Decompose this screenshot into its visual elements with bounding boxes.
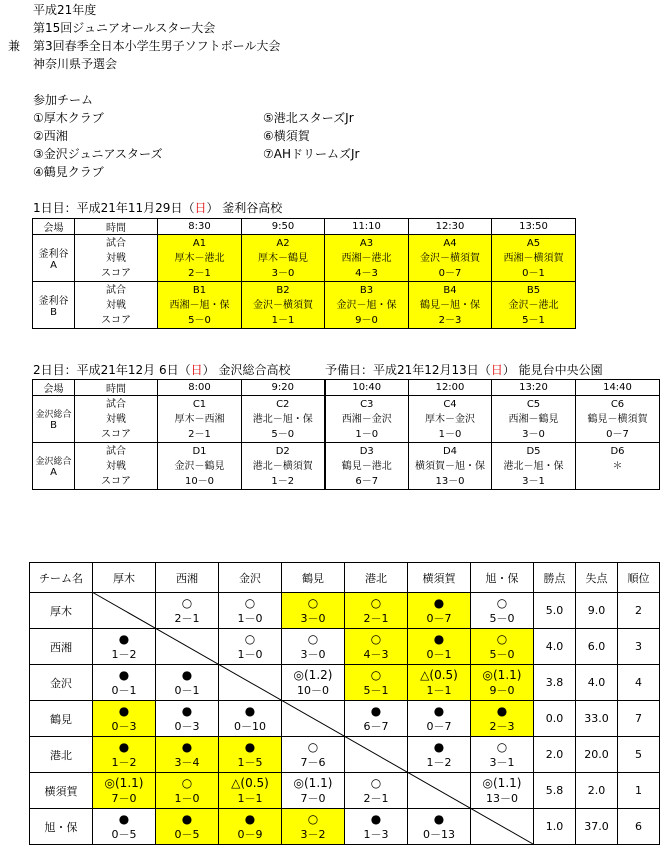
- team-item: ②西湘: [33, 129, 68, 143]
- result-mark: ●: [181, 703, 193, 718]
- result-mark: △(0.5): [231, 775, 269, 790]
- team-name: 鶴見: [30, 701, 93, 737]
- game-id: B5: [526, 284, 541, 296]
- result-mark: ○: [307, 811, 319, 826]
- day1-schedule-table: [32, 218, 576, 329]
- team-item: ⑥横須賀: [263, 129, 310, 143]
- game-id: A3: [359, 237, 374, 249]
- game-id: B4: [443, 284, 457, 296]
- result-mark: ○: [307, 595, 319, 610]
- game-cell: [242, 396, 325, 443]
- row-label: 対戦: [106, 252, 126, 264]
- reserve-day-venue: ） 能見台中央公園: [502, 363, 603, 377]
- game-cell: [158, 443, 242, 490]
- runs-allowed: 9.0: [576, 593, 618, 629]
- col-venue-header: 会場: [33, 380, 75, 396]
- game-score: 5－1: [522, 314, 545, 326]
- game-score: 5－0: [271, 428, 295, 440]
- game-score: 1－0: [355, 428, 379, 440]
- team-name: 西湘: [30, 629, 93, 665]
- standings-header-cell: 西湘: [156, 563, 219, 593]
- result-mark: ●: [244, 703, 256, 718]
- row-label: 試合: [106, 237, 126, 249]
- result-mark: ◎(1.1): [293, 775, 333, 790]
- time-slot: 13:20: [492, 380, 576, 396]
- time-slot: 12:00: [409, 380, 492, 396]
- result-mark: ○: [307, 631, 319, 646]
- time-slot: 12:30: [409, 219, 492, 235]
- game-score: 1－1: [271, 314, 295, 326]
- game-score: 6－7: [355, 475, 379, 487]
- result-score: 5－0: [489, 647, 515, 661]
- result-score: 5－0: [489, 611, 515, 625]
- game-cell: [158, 282, 242, 329]
- game-id: D5: [526, 445, 541, 457]
- game-id: B3: [359, 284, 374, 296]
- standings-header-cell: 鶴見: [282, 563, 345, 593]
- game-cell: [158, 396, 242, 443]
- points: 5.0: [534, 593, 576, 629]
- venue-name-line: 金沢総合: [35, 457, 72, 467]
- result-score: 0－3: [111, 719, 137, 733]
- result-score: 1－1: [426, 683, 452, 697]
- game-id: D2: [275, 445, 290, 457]
- result-score: 0－13: [423, 827, 455, 841]
- game-cell: [242, 235, 325, 282]
- game-score: 0－1: [522, 267, 545, 279]
- result-mark: ●: [118, 667, 130, 682]
- result-score: 3－1: [489, 755, 515, 769]
- game-score: 2－1: [188, 428, 211, 440]
- standings-header-cell: チーム名: [30, 563, 93, 593]
- result-score: 6－7: [363, 719, 389, 733]
- row-label: 対戦: [106, 299, 126, 311]
- game-match: 金沢－旭・保: [336, 299, 397, 311]
- result-score: 0－1: [111, 683, 137, 697]
- team-item: ③金沢ジュニアスターズ: [33, 147, 163, 161]
- row-label: 試合: [106, 398, 126, 410]
- team-name: 横須賀: [30, 773, 93, 809]
- game-match: 厚木－金沢: [425, 413, 475, 425]
- standings-header-cell: 横須賀: [408, 563, 471, 593]
- game-cell: [325, 282, 409, 329]
- game-match: 金沢－横須賀: [253, 299, 313, 311]
- result-mark: ○: [244, 595, 256, 610]
- title-ken: 兼: [8, 39, 21, 53]
- game-cell: [325, 396, 409, 443]
- game-id: B2: [276, 284, 290, 296]
- game-score: 0－7: [606, 428, 629, 440]
- runs-allowed: 37.0: [576, 809, 618, 845]
- game-match: 西湘－鶴見: [508, 413, 559, 425]
- row-labels: [75, 282, 158, 329]
- result-score: 13－0: [486, 791, 518, 805]
- team-item: ①厚木クラブ: [33, 111, 104, 125]
- game-id: A4: [443, 237, 457, 249]
- team-name: 旭・保: [30, 809, 93, 845]
- time-slot: 9:50: [242, 219, 325, 235]
- game-score: 4－3: [355, 267, 378, 279]
- result-mark: ●: [433, 811, 445, 826]
- team-item: ⑤港北スターズJr: [263, 111, 354, 125]
- reserve-day-sunday: 日: [490, 363, 503, 377]
- game-match: 金沢－港北: [508, 299, 559, 311]
- time-slot: 11:10: [325, 219, 409, 235]
- venue-name: [33, 235, 75, 282]
- game-match: 港北－横須賀: [252, 460, 313, 472]
- result-score: 1－2: [111, 755, 137, 769]
- team-item: ④鶴見クラブ: [33, 165, 104, 179]
- venue-court: A: [50, 260, 57, 271]
- result-mark: ○: [370, 631, 382, 646]
- result-score: 10－0: [297, 683, 329, 697]
- game-score: 1－2: [271, 475, 295, 487]
- game-id: C1: [192, 398, 207, 410]
- result-score: 0－1: [174, 683, 200, 697]
- result-score: 3－0: [300, 611, 326, 625]
- game-score: 5－0: [188, 314, 211, 326]
- game-score: 2－1: [188, 267, 211, 279]
- col-time-header: 時間: [75, 219, 158, 235]
- day1-title-text: 1日目：平成21年11月29日（: [33, 201, 195, 215]
- result-mark: ◎(1.1): [104, 775, 144, 790]
- result-score: 0－5: [111, 827, 137, 841]
- col-time-header: 時間: [75, 380, 158, 396]
- title-tournament: 第15回ジュニアオールスター大会: [33, 21, 216, 35]
- points: 0.0: [534, 701, 576, 737]
- team-name: 港北: [30, 737, 93, 773]
- row-label: スコア: [101, 314, 131, 326]
- result-score: 1－2: [111, 647, 137, 661]
- standings-header-cell: 金沢: [219, 563, 282, 593]
- result-mark: ●: [433, 595, 445, 610]
- result-score: 1－3: [363, 827, 389, 841]
- points: 2.0: [534, 737, 576, 773]
- result-score: 1－0: [174, 791, 200, 805]
- game-cell: [492, 396, 576, 443]
- points: 4.0: [534, 629, 576, 665]
- result-mark: ●: [118, 703, 130, 718]
- result-mark: ●: [433, 739, 445, 754]
- result-score: 0－7: [426, 611, 452, 625]
- runs-allowed: 33.0: [576, 701, 618, 737]
- venue-name-line: 釜利谷: [38, 249, 69, 260]
- result-mark: ◎(1.2): [293, 667, 333, 682]
- diagonal-line: [29, 562, 659, 844]
- result-score: 7－0: [300, 791, 326, 805]
- result-mark: ○: [370, 775, 382, 790]
- result-mark: ○: [370, 667, 382, 682]
- result-mark: ○: [181, 595, 193, 610]
- title-tournament-2: 第3回春季全日本小学生男子ソフトボール大会: [33, 39, 281, 53]
- game-score: 0－7: [438, 267, 462, 279]
- game-id: C4: [443, 398, 457, 410]
- result-score: 3－0: [300, 647, 326, 661]
- game-id: C5: [526, 398, 541, 410]
- result-score: 7－0: [111, 791, 137, 805]
- time-slot: 8:30: [158, 219, 242, 235]
- result-mark: ◎(1.1): [482, 667, 522, 682]
- game-cell: [409, 282, 492, 329]
- runs-allowed: 6.0: [576, 629, 618, 665]
- result-mark: ●: [118, 631, 130, 646]
- standings-wrapper: [29, 562, 659, 844]
- result-score: 0－7: [426, 719, 452, 733]
- game-cell: [576, 396, 660, 443]
- game-id: A2: [276, 237, 290, 249]
- rank: 6: [618, 809, 660, 845]
- result-mark: ◎(1.1): [482, 775, 522, 790]
- standings-header-cell: 厚木: [93, 563, 156, 593]
- standings-header-cell: 勝点: [534, 563, 576, 593]
- result-mark: ●: [181, 811, 193, 826]
- runs-allowed: 2.0: [576, 773, 618, 809]
- rank: 7: [618, 701, 660, 737]
- result-score: 2－3: [489, 719, 515, 733]
- game-cell: [409, 396, 492, 443]
- game-id: D6: [610, 445, 625, 457]
- result-mark: △(0.5): [420, 667, 458, 682]
- result-mark: ○: [496, 595, 508, 610]
- rank: 1: [618, 773, 660, 809]
- venue-court: B: [50, 307, 57, 318]
- result-score: 2－1: [363, 611, 389, 625]
- team-item: ⑦AHドリームズJr: [263, 147, 360, 161]
- venue-name: [33, 443, 75, 490]
- result-score: 1－5: [237, 755, 263, 769]
- result-mark: ●: [433, 703, 445, 718]
- day1-title-venue: ） 釜利谷高校: [206, 201, 283, 215]
- game-match: ＊: [612, 460, 623, 472]
- day2-title-text: 2日目：平成21年12月 6日（: [33, 363, 191, 377]
- result-mark: ●: [433, 631, 445, 646]
- teams-title: 参加チーム: [33, 93, 94, 107]
- result-mark: ○: [307, 739, 319, 754]
- runs-allowed: 4.0: [576, 665, 618, 701]
- time-slot: 14:40: [576, 380, 660, 396]
- game-cell: [576, 443, 660, 490]
- row-labels: [75, 235, 158, 282]
- result-score: 1－1: [237, 791, 263, 805]
- standings-header-cell: 旭・保: [471, 563, 534, 593]
- game-cell: [492, 235, 576, 282]
- result-score: 3－4: [174, 755, 200, 769]
- game-id: A1: [192, 237, 207, 249]
- game-score: 3－0: [522, 428, 545, 440]
- game-id: A5: [526, 237, 541, 249]
- result-score: 4－3: [363, 647, 389, 661]
- game-id: C2: [276, 398, 290, 410]
- game-score: 1－0: [438, 428, 462, 440]
- title-year: 平成21年度: [33, 3, 97, 17]
- game-id: C6: [610, 398, 625, 410]
- points: 5.8: [534, 773, 576, 809]
- game-match: 金沢－横須賀: [420, 252, 480, 264]
- game-match: 鶴見－港北: [341, 460, 392, 472]
- time-slot: 9:20: [242, 380, 325, 396]
- game-score: 2－3: [438, 314, 462, 326]
- team-name: 金沢: [30, 665, 93, 701]
- game-score: 3－0: [271, 267, 295, 279]
- game-score: 9－0: [355, 314, 378, 326]
- result-mark: ●: [370, 703, 382, 718]
- result-score: 1－2: [426, 755, 452, 769]
- col-venue-header: 会場: [33, 219, 75, 235]
- day2-schedule-table: [32, 379, 660, 490]
- result-score: 2－1: [363, 791, 389, 805]
- row-label: スコア: [101, 475, 131, 487]
- game-match: 金沢－鶴見: [174, 460, 225, 472]
- row-label: 試合: [106, 445, 126, 457]
- game-match: 西湘－横須賀: [503, 252, 564, 264]
- result-score: 1－0: [237, 647, 263, 661]
- game-match: 港北－旭・保: [252, 413, 313, 425]
- game-score: 10－0: [184, 475, 215, 487]
- game-cell: [325, 443, 409, 490]
- row-label: 対戦: [106, 460, 126, 472]
- game-match: 横須賀－旭・保: [415, 460, 485, 472]
- result-mark: ●: [181, 667, 193, 682]
- result-mark: ○: [496, 739, 508, 754]
- game-score: [576, 474, 659, 489]
- venue-name-line: 釜利谷: [38, 296, 69, 307]
- reserve-day: [325, 362, 603, 379]
- points: 1.0: [534, 809, 576, 845]
- row-label: 対戦: [106, 413, 126, 425]
- game-match: 西湘－金沢: [341, 413, 392, 425]
- rank: 5: [618, 737, 660, 773]
- reserve-day-text: 予備日：平成21年12月13日（: [325, 363, 491, 377]
- venue-court: B: [50, 420, 57, 431]
- game-score: 3－1: [522, 475, 545, 487]
- row-label: 試合: [106, 284, 126, 296]
- result-score: 2－1: [174, 611, 200, 625]
- title-prefecture: 神奈川県予選会: [33, 57, 118, 71]
- rank: 3: [618, 629, 660, 665]
- game-match: 鶴見－横須賀: [587, 413, 648, 425]
- result-score: 5－1: [363, 683, 389, 697]
- result-score: 0－1: [426, 647, 452, 661]
- game-match: 厚木－西湘: [174, 413, 225, 425]
- game-id: B1: [192, 284, 207, 296]
- result-mark: ●: [370, 811, 382, 826]
- venue-name: [33, 396, 75, 443]
- result-score: 7－6: [300, 755, 326, 769]
- team-name: 厚木: [30, 593, 93, 629]
- game-cell: [409, 443, 492, 490]
- time-slot: 13:50: [492, 219, 576, 235]
- result-mark: ●: [181, 739, 193, 754]
- venue-court: A: [50, 467, 57, 478]
- result-mark: ●: [118, 811, 130, 826]
- day2-title: [33, 362, 290, 379]
- game-match: 港北－旭・保: [503, 460, 564, 472]
- game-id: D4: [442, 445, 458, 457]
- result-score: 0－10: [234, 719, 266, 733]
- standings-header-cell: 順位: [618, 563, 660, 593]
- day2-title-venue: ） 金沢総合高校: [202, 363, 291, 377]
- day1-title: [33, 200, 282, 217]
- game-match: 厚木－鶴見: [258, 252, 308, 264]
- game-cell: [325, 235, 409, 282]
- points: 3.8: [534, 665, 576, 701]
- result-score: 3－2: [300, 827, 326, 841]
- result-mark: ○: [370, 595, 382, 610]
- rank: 2: [618, 593, 660, 629]
- result-mark: ○: [181, 775, 193, 790]
- result-mark: ●: [244, 811, 256, 826]
- row-labels: [75, 396, 158, 443]
- result-score: 0－9: [237, 827, 263, 841]
- time-slot: 10:40: [325, 380, 409, 396]
- venue-name-line: 金沢総合: [35, 410, 72, 420]
- game-cell: [242, 443, 325, 490]
- day2-title-sunday: 日: [190, 363, 203, 377]
- game-id: D3: [359, 445, 374, 457]
- result-mark: ●: [118, 739, 130, 754]
- venue-name: [33, 282, 75, 329]
- game-match: 厚木－港北: [174, 252, 225, 264]
- standings-header-cell: 港北: [345, 563, 408, 593]
- result-mark: ●: [244, 739, 256, 754]
- row-label: スコア: [101, 428, 131, 440]
- result-mark: ○: [244, 631, 256, 646]
- row-labels: [75, 443, 158, 490]
- result-mark: ●: [496, 703, 508, 718]
- game-cell: [242, 282, 325, 329]
- game-cell: [409, 235, 492, 282]
- row-label: スコア: [101, 267, 131, 279]
- day1-title-sunday: 日: [194, 201, 207, 215]
- time-slot: 8:00: [158, 380, 242, 396]
- result-mark: ○: [496, 631, 508, 646]
- game-match: 西湘－旭・保: [169, 299, 230, 311]
- game-match: 鶴見－旭・保: [420, 299, 480, 311]
- result-score: 0－3: [174, 719, 200, 733]
- standings-header-cell: 失点: [576, 563, 618, 593]
- result-score: 1－0: [237, 611, 263, 625]
- rank: 4: [618, 665, 660, 701]
- result-score: 9－0: [489, 683, 515, 697]
- game-score: 13－0: [435, 475, 465, 487]
- runs-allowed: 20.0: [576, 737, 618, 773]
- game-id: D1: [192, 445, 207, 457]
- game-cell: [492, 443, 576, 490]
- game-id: C3: [360, 398, 374, 410]
- result-score: 0－5: [174, 827, 200, 841]
- game-cell: [158, 235, 242, 282]
- game-cell: [492, 282, 576, 329]
- game-match: 西湘－港北: [341, 252, 392, 264]
